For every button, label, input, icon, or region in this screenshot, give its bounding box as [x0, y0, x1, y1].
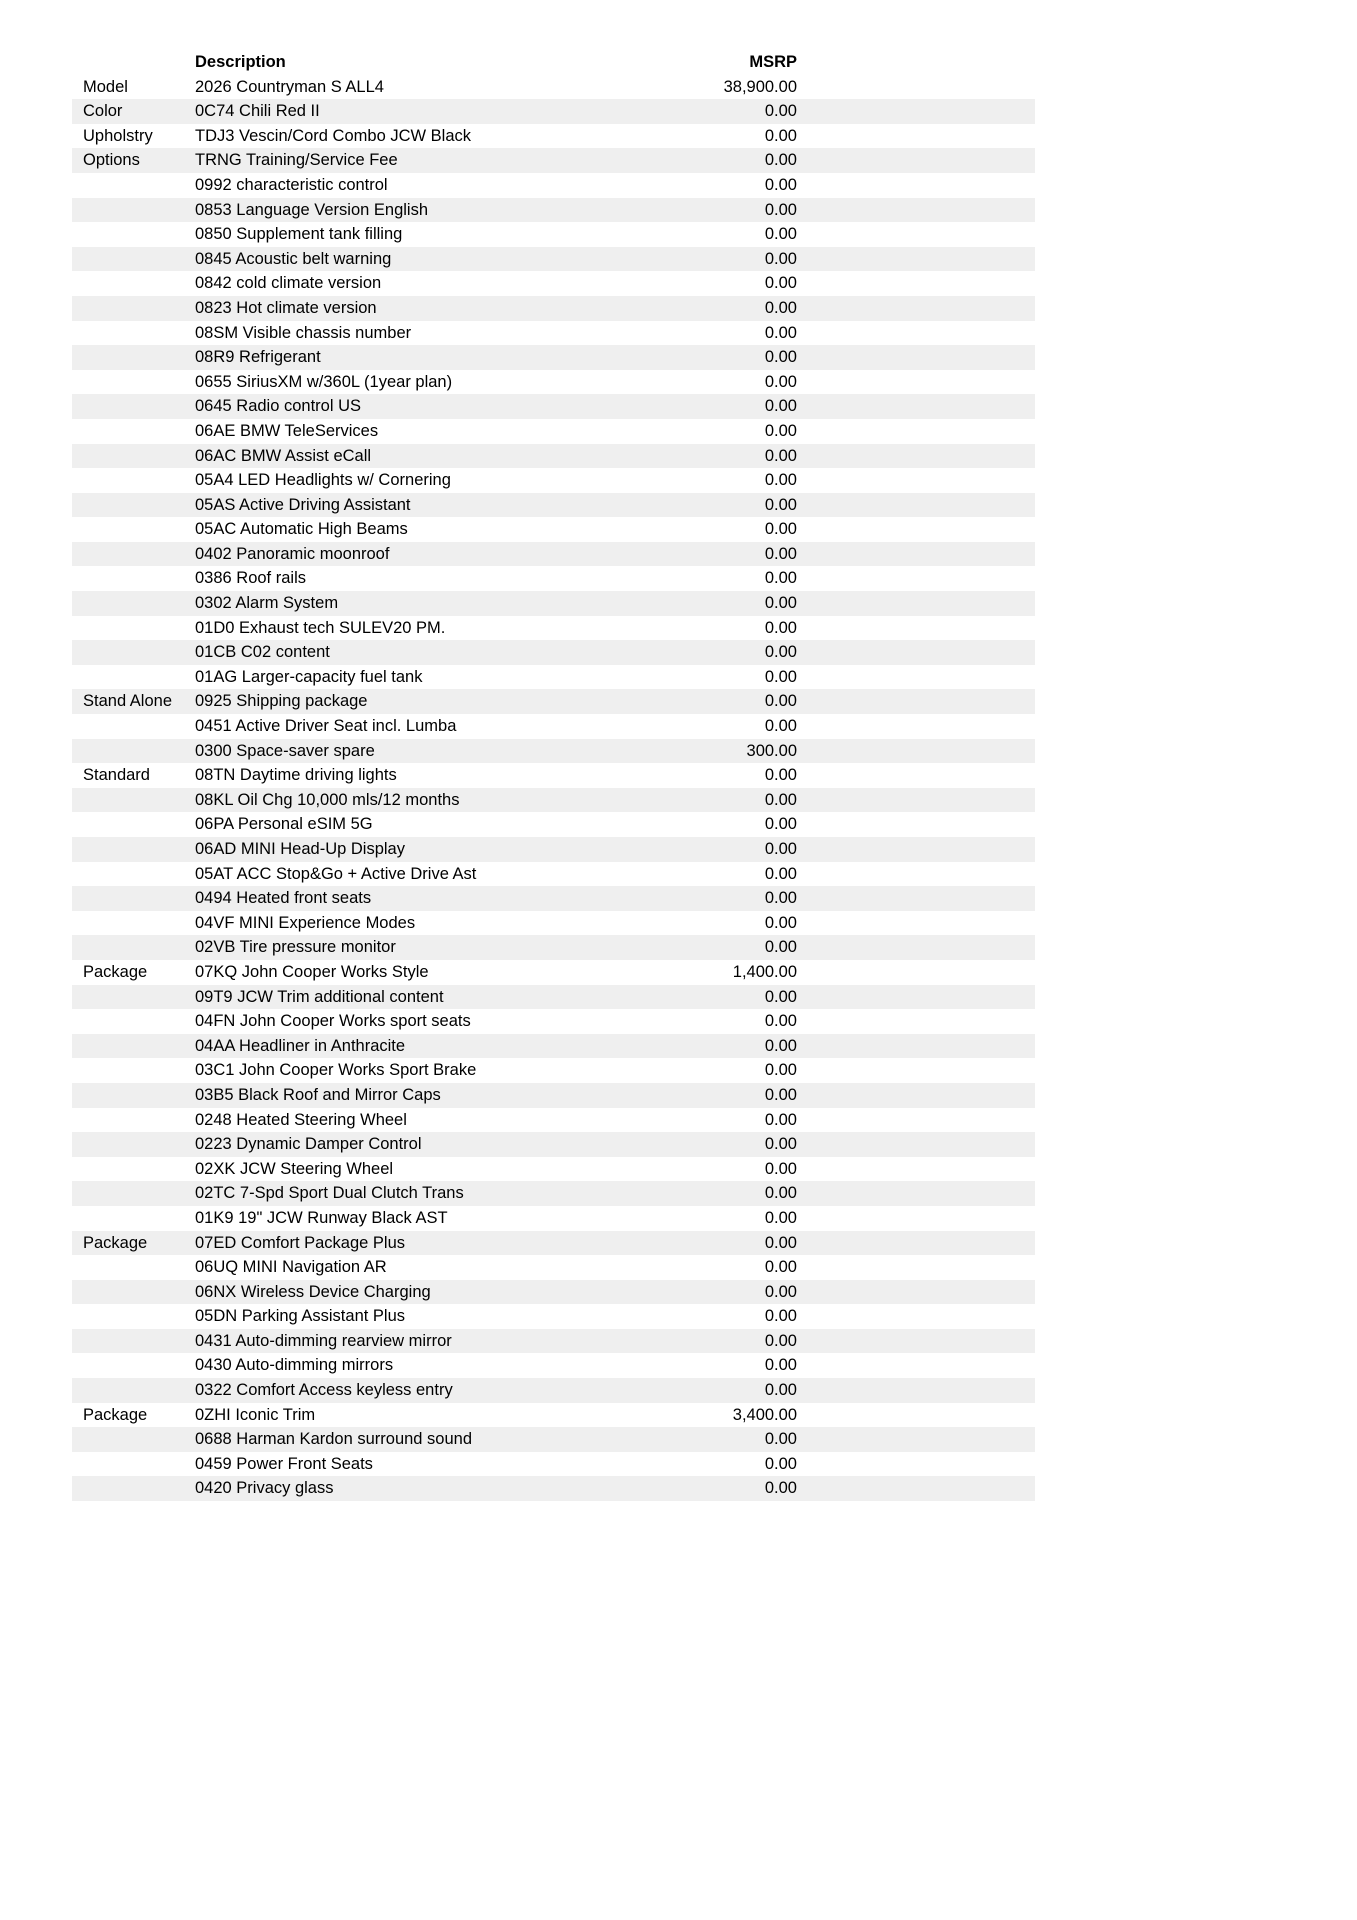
- category-cell: [72, 198, 195, 223]
- description-cell: 0322 Comfort Access keyless entry: [195, 1378, 615, 1403]
- table-row: [72, 468, 1035, 493]
- description-cell: 06UQ MINI Navigation AR: [195, 1258, 387, 1277]
- category-cell: [72, 1255, 195, 1280]
- description-cell: 0459 Power Front Seats: [195, 1454, 373, 1473]
- table-row: [72, 542, 1035, 567]
- category-cell: Package: [83, 962, 148, 981]
- filler-cell: [797, 1255, 1035, 1280]
- msrp-cell: 0.00: [764, 1159, 797, 1178]
- msrp-cell: 0.00: [764, 1307, 797, 1326]
- msrp-cell: 0.00: [615, 1181, 797, 1206]
- category-cell: [72, 1157, 195, 1182]
- description-cell: 0402 Panoramic moonroof: [195, 542, 615, 567]
- category-cell: [72, 517, 195, 542]
- category-cell: [72, 1476, 195, 1501]
- table-row: [72, 985, 1035, 1010]
- msrp-cell: 0.00: [615, 394, 797, 419]
- filler-cell: [797, 665, 1035, 690]
- header-row: [72, 50, 1035, 75]
- pricing-table: [72, 50, 1035, 1501]
- table-row: [72, 935, 1035, 960]
- description-cell: 02TC 7-Spd Sport Dual Clutch Trans: [195, 1181, 615, 1206]
- msrp-cell: 0.00: [615, 935, 797, 960]
- table-row: [72, 1009, 1035, 1034]
- msrp-cell: 0.00: [615, 1378, 797, 1403]
- description-cell: 0431 Auto-dimming rearview mirror: [195, 1329, 615, 1354]
- description-cell: 03C1 John Cooper Works Sport Brake: [195, 1061, 477, 1080]
- filler-cell: [797, 493, 1035, 518]
- filler-cell: [797, 517, 1035, 542]
- filler-cell: [797, 985, 1035, 1010]
- description-cell: 06AE BMW TeleServices: [195, 421, 379, 440]
- filler-cell: [797, 763, 1035, 788]
- msrp-cell: 0.00: [764, 1061, 797, 1080]
- category-cell: [72, 173, 195, 198]
- category-cell: [72, 812, 195, 837]
- filler-cell: [797, 247, 1035, 272]
- table-row: [72, 591, 1035, 616]
- msrp-cell: 0.00: [615, 542, 797, 567]
- category-cell: [72, 247, 195, 272]
- msrp-cell: 0.00: [764, 815, 797, 834]
- description-cell: 0992 characteristic control: [195, 175, 388, 194]
- msrp-cell: 0.00: [615, 198, 797, 223]
- category-cell: Package: [72, 1231, 195, 1256]
- table-row: [72, 1378, 1035, 1403]
- category-cell: [72, 1427, 195, 1452]
- msrp-cell: 0.00: [615, 886, 797, 911]
- table-row: [72, 837, 1035, 862]
- table-row: [72, 99, 1035, 124]
- description-cell: 04FN John Cooper Works sport seats: [195, 1012, 471, 1031]
- category-cell: [72, 468, 195, 493]
- filler-cell: [797, 1304, 1035, 1329]
- description-cell: 07KQ John Cooper Works Style: [195, 962, 429, 981]
- category-cell: [72, 1108, 195, 1133]
- msrp-cell: 0.00: [615, 1329, 797, 1354]
- msrp-cell: 0.00: [615, 640, 797, 665]
- filler-cell: [797, 271, 1035, 296]
- msrp-cell: 0.00: [764, 667, 797, 686]
- filler-cell: [797, 1329, 1035, 1354]
- category-cell: [72, 935, 195, 960]
- header-category: [72, 50, 195, 75]
- filler-cell: [797, 788, 1035, 813]
- table-row: [72, 1108, 1035, 1133]
- header-description: Description: [195, 53, 286, 71]
- table-row: [72, 1403, 1035, 1428]
- table-row: [72, 1476, 1035, 1501]
- category-cell: Package: [83, 1405, 148, 1424]
- msrp-cell: 0.00: [764, 372, 797, 391]
- description-cell: 05A4 LED Headlights w/ Cornering: [195, 471, 451, 490]
- description-cell: 0655 SiriusXM w/360L (1year plan): [195, 372, 453, 391]
- category-cell: [72, 493, 195, 518]
- category-cell: [72, 616, 195, 641]
- category-cell: [72, 739, 195, 764]
- description-cell: 0420 Privacy glass: [195, 1476, 615, 1501]
- category-cell: [72, 222, 195, 247]
- category-cell: Standard: [83, 766, 150, 785]
- category-cell: [72, 566, 195, 591]
- filler-cell: [797, 714, 1035, 739]
- table-row: [72, 1353, 1035, 1378]
- description-cell: 0853 Language Version English: [195, 198, 615, 223]
- category-cell: [72, 1058, 195, 1083]
- table-row: [72, 812, 1035, 837]
- msrp-cell: 0.00: [615, 689, 797, 714]
- table-row: [72, 222, 1035, 247]
- table-row: [72, 616, 1035, 641]
- category-cell: [72, 370, 195, 395]
- table-row: [72, 198, 1035, 223]
- msrp-cell: 0.00: [615, 985, 797, 1010]
- category-cell: [72, 862, 195, 887]
- category-cell: [72, 1452, 195, 1477]
- table-row: [72, 1181, 1035, 1206]
- description-cell: 0430 Auto-dimming mirrors: [195, 1356, 394, 1375]
- table-row: [72, 124, 1035, 149]
- category-cell: [72, 837, 195, 862]
- category-cell: [72, 419, 195, 444]
- filler-cell: [797, 1476, 1035, 1501]
- filler-cell: [797, 739, 1035, 764]
- filler-cell: [797, 222, 1035, 247]
- description-cell: 0ZHI Iconic Trim: [195, 1405, 316, 1424]
- msrp-cell: 300.00: [615, 739, 797, 764]
- description-cell: 09T9 JCW Trim additional content: [195, 985, 615, 1010]
- category-cell: [72, 1083, 195, 1108]
- description-cell: 0494 Heated front seats: [195, 886, 615, 911]
- table-row: [72, 665, 1035, 690]
- table-row: [72, 714, 1035, 739]
- msrp-cell: 0.00: [615, 1034, 797, 1059]
- filler-cell: [797, 1353, 1035, 1378]
- category-cell: [72, 886, 195, 911]
- header-filler: [797, 50, 1035, 75]
- description-cell: 0C74 Chili Red II: [195, 99, 615, 124]
- msrp-cell: 0.00: [764, 1454, 797, 1473]
- filler-cell: [797, 886, 1035, 911]
- msrp-cell: 0.00: [764, 126, 797, 145]
- filler-cell: [797, 640, 1035, 665]
- category-cell: [72, 1304, 195, 1329]
- filler-cell: [797, 1403, 1035, 1428]
- filler-cell: [797, 468, 1035, 493]
- table-row: [72, 1157, 1035, 1182]
- table-row: [72, 886, 1035, 911]
- filler-cell: [797, 173, 1035, 198]
- table-row: [72, 763, 1035, 788]
- filler-cell: [797, 689, 1035, 714]
- table-row: [72, 345, 1035, 370]
- description-cell: 01D0 Exhaust tech SULEV20 PM.: [195, 618, 446, 637]
- description-cell: 0688 Harman Kardon surround sound: [195, 1427, 615, 1452]
- filler-cell: [797, 75, 1035, 100]
- table-row: [72, 1206, 1035, 1231]
- msrp-cell: 0.00: [615, 493, 797, 518]
- description-cell: 08KL Oil Chg 10,000 mls/12 months: [195, 788, 615, 813]
- description-cell: 05AT ACC Stop&Go + Active Drive Ast: [195, 864, 477, 883]
- table-row: [72, 862, 1035, 887]
- msrp-cell: 0.00: [764, 421, 797, 440]
- description-cell: 01AG Larger-capacity fuel tank: [195, 667, 423, 686]
- category-cell: [72, 1353, 195, 1378]
- table-row: [72, 1132, 1035, 1157]
- description-cell: 0850 Supplement tank filling: [195, 225, 403, 244]
- table-row: [72, 1304, 1035, 1329]
- filler-cell: [797, 1083, 1035, 1108]
- msrp-cell: 0.00: [764, 864, 797, 883]
- description-cell: 0386 Roof rails: [195, 569, 306, 588]
- category-cell: Options: [72, 148, 195, 173]
- category-cell: [72, 394, 195, 419]
- description-cell: 03B5 Black Roof and Mirror Caps: [195, 1083, 615, 1108]
- category-cell: [72, 542, 195, 567]
- category-cell: [72, 1181, 195, 1206]
- filler-cell: [797, 1009, 1035, 1034]
- filler-cell: [797, 960, 1035, 985]
- category-cell: [72, 1329, 195, 1354]
- filler-cell: [797, 296, 1035, 321]
- msrp-cell: 0.00: [615, 1427, 797, 1452]
- msrp-cell: 0.00: [615, 99, 797, 124]
- description-cell: 01K9 19" JCW Runway Black AST: [195, 1208, 448, 1227]
- table-row: [72, 1058, 1035, 1083]
- table-row: [72, 788, 1035, 813]
- msrp-cell: 0.00: [764, 1258, 797, 1277]
- category-cell: [72, 1378, 195, 1403]
- table-row: [72, 566, 1035, 591]
- filler-cell: [797, 370, 1035, 395]
- description-cell: 2026 Countryman S ALL4: [195, 77, 384, 96]
- description-cell: 0451 Active Driver Seat incl. Lumba: [195, 717, 457, 736]
- description-cell: 0223 Dynamic Damper Control: [195, 1132, 615, 1157]
- filler-cell: [797, 862, 1035, 887]
- filler-cell: [797, 566, 1035, 591]
- table-row: [72, 321, 1035, 346]
- filler-cell: [797, 1132, 1035, 1157]
- category-cell: [72, 788, 195, 813]
- msrp-cell: 0.00: [764, 1110, 797, 1129]
- msrp-cell: 0.00: [764, 766, 797, 785]
- category-cell: Upholstry: [83, 126, 153, 145]
- msrp-cell: 0.00: [764, 471, 797, 490]
- category-cell: Model: [83, 77, 128, 96]
- filler-cell: [797, 837, 1035, 862]
- filler-cell: [797, 148, 1035, 173]
- category-cell: [72, 665, 195, 690]
- description-cell: 02VB Tire pressure monitor: [195, 935, 615, 960]
- msrp-cell: 0.00: [764, 1012, 797, 1031]
- description-cell: 0842 cold climate version: [195, 274, 382, 293]
- description-cell: 08TN Daytime driving lights: [195, 766, 397, 785]
- table-row: [72, 493, 1035, 518]
- table-row: [72, 1034, 1035, 1059]
- category-cell: [72, 911, 195, 936]
- msrp-cell: 0.00: [764, 618, 797, 637]
- filler-cell: [797, 812, 1035, 837]
- filler-cell: [797, 616, 1035, 641]
- filler-cell: [797, 1206, 1035, 1231]
- filler-cell: [797, 321, 1035, 346]
- description-cell: 0645 Radio control US: [195, 394, 615, 419]
- msrp-cell: 0.00: [764, 520, 797, 539]
- category-cell: [72, 296, 195, 321]
- description-cell: TRNG Training/Service Fee: [195, 148, 615, 173]
- category-cell: [72, 1132, 195, 1157]
- description-cell: 06AD MINI Head-Up Display: [195, 837, 615, 862]
- category-cell: [72, 271, 195, 296]
- description-cell: 08SM Visible chassis number: [195, 323, 412, 342]
- msrp-cell: 1,400.00: [732, 962, 797, 981]
- table-row: [72, 1231, 1035, 1256]
- table-row: [72, 173, 1035, 198]
- filler-cell: [797, 1280, 1035, 1305]
- filler-cell: [797, 99, 1035, 124]
- filler-cell: [797, 394, 1035, 419]
- filler-cell: [797, 345, 1035, 370]
- msrp-cell: 0.00: [615, 1083, 797, 1108]
- description-cell: 06NX Wireless Device Charging: [195, 1280, 615, 1305]
- msrp-cell: 0.00: [615, 247, 797, 272]
- table-row: [72, 1255, 1035, 1280]
- pricing-table-body: [72, 75, 1035, 1501]
- msrp-cell: 0.00: [764, 569, 797, 588]
- category-cell: [72, 714, 195, 739]
- msrp-cell: 0.00: [764, 225, 797, 244]
- description-cell: 07ED Comfort Package Plus: [195, 1231, 615, 1256]
- description-cell: 0823 Hot climate version: [195, 296, 615, 321]
- table-row: [72, 394, 1035, 419]
- table-row: [72, 911, 1035, 936]
- category-cell: [72, 1009, 195, 1034]
- filler-cell: [797, 911, 1035, 936]
- description-cell: 0302 Alarm System: [195, 591, 615, 616]
- filler-cell: [797, 1034, 1035, 1059]
- msrp-cell: 0.00: [615, 1280, 797, 1305]
- msrp-cell: 0.00: [764, 274, 797, 293]
- description-cell: 0845 Acoustic belt warning: [195, 247, 615, 272]
- description-cell: 01CB C02 content: [195, 640, 615, 665]
- msrp-cell: 0.00: [615, 1231, 797, 1256]
- description-cell: 0248 Heated Steering Wheel: [195, 1110, 407, 1129]
- table-row: [72, 1427, 1035, 1452]
- msrp-cell: 0.00: [615, 788, 797, 813]
- table-row: [72, 247, 1035, 272]
- category-cell: Color: [72, 99, 195, 124]
- filler-cell: [797, 935, 1035, 960]
- filler-cell: [797, 1157, 1035, 1182]
- table-row: [72, 1329, 1035, 1354]
- category-cell: [72, 640, 195, 665]
- filler-cell: [797, 1378, 1035, 1403]
- description-cell: 02XK JCW Steering Wheel: [195, 1159, 394, 1178]
- table-row: [72, 370, 1035, 395]
- category-cell: [72, 985, 195, 1010]
- msrp-cell: 0.00: [615, 1476, 797, 1501]
- table-row: [72, 296, 1035, 321]
- msrp-cell: 0.00: [615, 148, 797, 173]
- description-cell: 04VF MINI Experience Modes: [195, 913, 416, 932]
- table-row: [72, 419, 1035, 444]
- description-cell: 05AS Active Driving Assistant: [195, 493, 615, 518]
- filler-cell: [797, 591, 1035, 616]
- description-cell: 08R9 Refrigerant: [195, 345, 615, 370]
- msrp-cell: 0.00: [764, 913, 797, 932]
- description-cell: 0300 Space-saver spare: [195, 739, 615, 764]
- table-row: [72, 271, 1035, 296]
- category-cell: [72, 1206, 195, 1231]
- description-cell: 05DN Parking Assistant Plus: [195, 1307, 406, 1326]
- description-cell: 0925 Shipping package: [195, 689, 615, 714]
- filler-cell: [797, 1108, 1035, 1133]
- msrp-cell: 0.00: [764, 323, 797, 342]
- msrp-cell: 0.00: [615, 345, 797, 370]
- category-cell: [72, 591, 195, 616]
- filler-cell: [797, 1427, 1035, 1452]
- description-cell: TDJ3 Vescin/Cord Combo JCW Black: [195, 126, 471, 145]
- msrp-cell: 0.00: [615, 444, 797, 469]
- table-row: [72, 640, 1035, 665]
- table-row: [72, 1452, 1035, 1477]
- filler-cell: [797, 198, 1035, 223]
- table-row: [72, 689, 1035, 714]
- msrp-cell: 38,900.00: [723, 77, 797, 96]
- category-cell: [72, 321, 195, 346]
- table-row: [72, 148, 1035, 173]
- msrp-cell: 0.00: [615, 1132, 797, 1157]
- filler-cell: [797, 124, 1035, 149]
- table-row: [72, 960, 1035, 985]
- msrp-cell: 0.00: [615, 837, 797, 862]
- filler-cell: [797, 1181, 1035, 1206]
- table-row: [72, 1083, 1035, 1108]
- table-row: [72, 1280, 1035, 1305]
- description-cell: 04AA Headliner in Anthracite: [195, 1034, 615, 1059]
- category-cell: [72, 345, 195, 370]
- filler-cell: [797, 444, 1035, 469]
- description-cell: 05AC Automatic High Beams: [195, 520, 408, 539]
- description-cell: 06PA Personal eSIM 5G: [195, 815, 373, 834]
- table-row: [72, 444, 1035, 469]
- category-cell: Stand Alone: [72, 689, 195, 714]
- msrp-cell: 0.00: [764, 1208, 797, 1227]
- msrp-cell: 0.00: [615, 591, 797, 616]
- description-cell: 06AC BMW Assist eCall: [195, 444, 615, 469]
- msrp-cell: 0.00: [615, 296, 797, 321]
- table-row: [72, 75, 1035, 100]
- category-cell: [72, 1034, 195, 1059]
- table-row: [72, 739, 1035, 764]
- filler-cell: [797, 542, 1035, 567]
- filler-cell: [797, 1452, 1035, 1477]
- filler-cell: [797, 1231, 1035, 1256]
- category-cell: [72, 444, 195, 469]
- header-msrp: MSRP: [749, 53, 797, 71]
- msrp-cell: 0.00: [764, 1356, 797, 1375]
- category-cell: [72, 1280, 195, 1305]
- filler-cell: [797, 419, 1035, 444]
- msrp-cell: 0.00: [764, 175, 797, 194]
- table-row: [72, 517, 1035, 542]
- filler-cell: [797, 1058, 1035, 1083]
- msrp-cell: 0.00: [764, 717, 797, 736]
- msrp-cell: 3,400.00: [732, 1405, 797, 1424]
